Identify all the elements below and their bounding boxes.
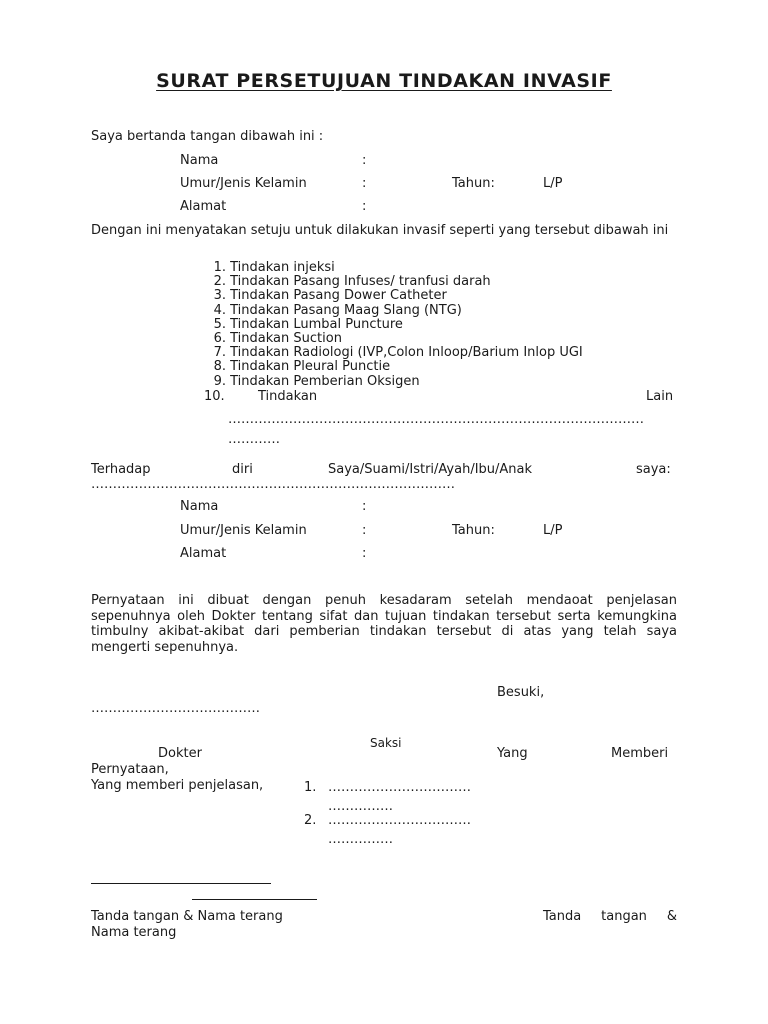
alamat-colon: :	[362, 546, 367, 561]
list-item: 7. Tindakan Radiologi (IVP,Colon Inloop/Barium Inlop UGI	[213, 345, 583, 361]
yang-label: Yang	[497, 746, 528, 761]
umur-label: Umur/Jenis Kelamin	[180, 176, 307, 191]
alamat-label: Alamat	[180, 199, 227, 214]
umur-label: Umur/Jenis Kelamin	[180, 523, 307, 538]
nama-label: Nama	[180, 499, 219, 514]
list-item: 6. Tindakan Suction	[213, 330, 342, 346]
sign-right-continuation: Nama terang	[91, 925, 177, 940]
gender-label: L/P	[543, 176, 563, 191]
item10-dots-line2: …………	[228, 432, 280, 447]
sign-left-label: Tanda tangan & Nama terang	[91, 909, 283, 924]
item10-number: 10.	[204, 389, 225, 404]
memberi-label: Memberi	[611, 746, 669, 761]
witness-dots-line1: ……………………………	[328, 780, 471, 795]
list-item: 2. Tindakan Pasang Infuses/ tranfusi darah	[213, 274, 491, 290]
gender-label: L/P	[543, 523, 563, 538]
pernyataan-label: Pernyataan,	[91, 762, 169, 777]
sign-right-word: tangan	[601, 909, 647, 924]
witness-dots-line2: ……………	[328, 832, 393, 847]
terhadap-dots: …………………………………………………………………………	[91, 477, 455, 492]
list-item: 3. Tindakan Pasang Dower Catheter	[213, 288, 447, 304]
list-item: 4. Tindakan Pasang Maag Slang (NTG)	[213, 302, 462, 318]
item10-word2: Lain	[646, 389, 674, 404]
list-item: 9. Tindakan Pemberian Oksigen	[213, 373, 420, 389]
saksi-label: Saksi	[370, 736, 402, 750]
place-label: Besuki,	[497, 685, 545, 700]
terhadap-word1: Terhadap	[91, 462, 151, 477]
alamat-colon: :	[362, 199, 367, 214]
witness-number: 1.	[304, 780, 317, 795]
terhadap-word4: saya:	[636, 462, 671, 477]
alamat-label: Alamat	[180, 546, 227, 561]
item10-word1: Tindakan	[258, 389, 318, 404]
tahun-label: Tahun:	[452, 176, 495, 191]
intro-text: Saya bertanda tangan dibawah ini :	[91, 129, 324, 144]
closing-paragraph: Pernyataan ini dibuat dengan penuh kesadaram setelah mendaoat penjelasan sepenuhnya oleh Dokter tentang sifat dan tujuan tindakan tersebut serta kemungkina timbulny akibat-akibat dari pemberian tindakan tersebut di atas yang telah saya mengerti sepenuhnya.	[91, 593, 677, 655]
procedure-list	[202, 261, 583, 389]
sign-right-word: &	[666, 909, 677, 924]
doctor-role-label: Yang memberi penjelasan,	[91, 778, 264, 793]
nama-colon: :	[362, 499, 367, 514]
list-item: 5. Tindakan Lumbal Puncture	[213, 316, 403, 332]
nama-label: Nama	[180, 153, 219, 168]
nama-colon: :	[362, 153, 367, 168]
date-dots: …………………………………	[91, 701, 260, 716]
tahun-label: Tahun:	[452, 523, 495, 538]
witness-dots-line1: ……………………………	[328, 813, 471, 828]
list-item: 8. Tindakan Pleural Punctie	[213, 359, 391, 375]
item10-dots-line1: ……………………………………………………………………………………	[228, 412, 644, 427]
terhadap-word3: Saya/Suami/Istri/Ayah/Ibu/Anak	[328, 462, 533, 477]
signature-line-left	[91, 883, 271, 884]
document-title: SURAT PERSETUJUAN TINDAKAN INVASIF	[156, 70, 612, 92]
list-item: 1. Tindakan injeksi	[213, 260, 335, 275]
sign-right-label	[543, 909, 677, 924]
witness-dots-line2: ……………	[328, 799, 393, 814]
statement-text: Dengan ini menyatakan setuju untuk dilakukan invasif seperti yang tersebut dibawah ini	[91, 223, 669, 238]
sign-right-word: Tanda	[543, 909, 582, 924]
witness-number: 2.	[304, 813, 317, 828]
umur-colon: :	[362, 523, 367, 538]
umur-colon: :	[362, 176, 367, 191]
terhadap-word2: diri	[232, 462, 253, 477]
signature-line-center	[192, 899, 317, 900]
dokter-label: Dokter	[158, 746, 202, 761]
